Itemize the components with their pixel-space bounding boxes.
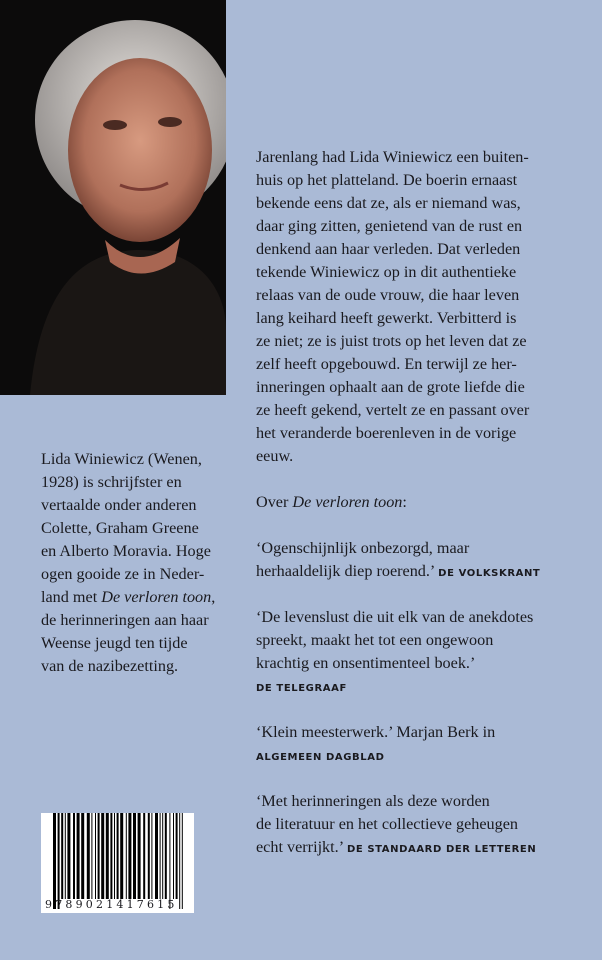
barcode-bar bbox=[87, 813, 90, 899]
author-photo bbox=[0, 0, 226, 395]
author-bio bbox=[41, 448, 215, 678]
bio-line: ogen gooide ze in Neder- bbox=[41, 565, 205, 583]
barcode-bar bbox=[58, 813, 60, 909]
spacer bbox=[256, 514, 540, 537]
blurb-line: eeuw. bbox=[256, 447, 294, 465]
barcode-bar bbox=[128, 813, 131, 899]
barcode-bar bbox=[77, 813, 80, 899]
blurb-line: relaas van de oude vrouw, die haar leven bbox=[256, 286, 520, 304]
blurb-line: Jarenlang had Lida Winiewicz een buiten- bbox=[256, 148, 529, 166]
barcode-bar bbox=[165, 813, 167, 899]
barcode-bar bbox=[117, 813, 119, 899]
barcode-bar bbox=[126, 813, 127, 899]
barcode-bar bbox=[53, 813, 56, 909]
blurb-line: het veranderde boerenleven in de vorige bbox=[256, 424, 517, 442]
barcode-bar bbox=[179, 813, 180, 909]
quote-text: herhaaldelijk diep roerend.’ bbox=[256, 562, 435, 580]
blurb-line: bekende eens dat ze, als er niemand was, bbox=[256, 194, 521, 212]
bio-line: van de nazibezetting. bbox=[41, 657, 179, 675]
review-quote-line bbox=[256, 652, 540, 675]
barcode-bar bbox=[67, 813, 70, 899]
barcode-bar bbox=[98, 813, 100, 899]
barcode-bar bbox=[120, 813, 123, 899]
barcode-bar bbox=[155, 813, 158, 899]
blurb-line: daar ging zitten, genietend van de rust en bbox=[256, 217, 523, 235]
review-source: DE TELEGRAAF bbox=[256, 683, 347, 694]
spacer bbox=[256, 583, 540, 606]
barcode-bar bbox=[101, 813, 104, 899]
review-quote-line bbox=[256, 836, 540, 859]
review-source-line bbox=[256, 675, 540, 698]
text: land met bbox=[41, 588, 102, 606]
barcode-bar bbox=[173, 813, 174, 899]
quote-text: ‘Klein meesterwerk.’ Marjan Berk in bbox=[256, 723, 496, 741]
blurb-line: zelf heeft opgebouwd. En terwijl ze her- bbox=[256, 355, 517, 373]
blurb bbox=[256, 146, 540, 859]
barcode-bar bbox=[169, 813, 170, 909]
bio-line: 1928) is schrijfster en bbox=[41, 473, 182, 491]
barcode-bar bbox=[138, 813, 141, 899]
bio-line: Lida Winiewicz (Wenen, bbox=[41, 450, 202, 468]
barcode-bar bbox=[148, 813, 150, 899]
bio-line: Colette, Graham Greene bbox=[41, 519, 199, 537]
isbn-barcode bbox=[41, 813, 194, 913]
review-quote-line bbox=[256, 629, 540, 652]
barcode-bar bbox=[65, 813, 66, 899]
blurb-line: inneringen ophaalt aan de grote liefde die bbox=[256, 378, 525, 396]
quote-text: de literatuur en het collectieve geheugen bbox=[256, 815, 519, 833]
barcode-bar bbox=[91, 813, 92, 899]
barcode-bar bbox=[143, 813, 145, 899]
blurb-line: tekende Winiewicz op in dit authentieke bbox=[256, 263, 517, 281]
barcode-bar bbox=[106, 813, 109, 899]
review-source: DE VOLKSKRANT bbox=[438, 568, 541, 579]
reviews-intro bbox=[256, 491, 540, 514]
review-source: DE STANDAARD DER LETTEREN bbox=[346, 844, 537, 855]
review-quote-line bbox=[256, 721, 540, 744]
barcode-bar bbox=[110, 813, 112, 899]
barcode-bar bbox=[73, 813, 75, 899]
blurb-line: ze niet; ze is juist trots op het leven dat ze bbox=[256, 332, 527, 350]
bio-line: vertaalde onder anderen bbox=[41, 496, 197, 514]
bio-line: en Alberto Moravia. Hoge bbox=[41, 542, 211, 560]
text: : bbox=[402, 493, 407, 511]
bio-line: de herinneringen aan haar bbox=[41, 611, 209, 629]
review-quote-line bbox=[256, 606, 540, 629]
review-quote-line bbox=[256, 790, 540, 813]
book-title: De verloren toon bbox=[101, 588, 212, 606]
spacer bbox=[256, 767, 540, 790]
isbn-number: 9789021417615 bbox=[45, 898, 178, 911]
barcode-bar bbox=[133, 813, 136, 899]
barcode-bar bbox=[151, 813, 152, 899]
blurb-line: ze heeft gekend, vertelt ze en passant over bbox=[256, 401, 530, 419]
bio-line bbox=[41, 586, 215, 609]
book-title: De verloren toon bbox=[292, 493, 403, 511]
barcode-bar bbox=[182, 813, 183, 909]
blurb-line: lang keihard heeft gewerkt. Verbitterd is bbox=[256, 309, 517, 327]
quote-text: ‘Ogenschijnlijk onbezorgd, maar bbox=[256, 539, 470, 557]
barcode-bar bbox=[176, 813, 178, 899]
barcode-bar bbox=[114, 813, 115, 899]
review-source-line bbox=[256, 744, 540, 767]
spacer bbox=[256, 468, 540, 491]
review-quote-line bbox=[256, 560, 540, 583]
bio-line: Weense jeugd ten tijde bbox=[41, 634, 188, 652]
text: Over bbox=[256, 493, 293, 511]
text: , bbox=[211, 588, 216, 606]
barcode-bar bbox=[160, 813, 161, 899]
review-quote-line bbox=[256, 537, 540, 560]
barcode-bar bbox=[61, 813, 63, 899]
quote-text: echt verrijkt.’ bbox=[256, 838, 343, 856]
review-source: ALGEMEEN DAGBLAD bbox=[256, 752, 385, 763]
review-quote-line bbox=[256, 813, 540, 836]
spacer bbox=[256, 698, 540, 721]
quote-text: ‘De levenslust die uit elk van de anekdotes bbox=[256, 608, 534, 626]
barcode-bar bbox=[81, 813, 84, 899]
barcode-bar bbox=[162, 813, 163, 899]
quote-text: krachtig en onsentimenteel boek.’ bbox=[256, 654, 476, 672]
blurb-line: huis op het platteland. De boerin ernaast bbox=[256, 171, 518, 189]
barcode-bar bbox=[95, 813, 96, 899]
quote-text: ‘Met herinneringen als deze worden bbox=[256, 792, 490, 810]
quote-text: spreekt, maakt het tot een ongewoon bbox=[256, 631, 494, 649]
blurb-line: denkend aan haar verleden. Dat verleden bbox=[256, 240, 521, 258]
